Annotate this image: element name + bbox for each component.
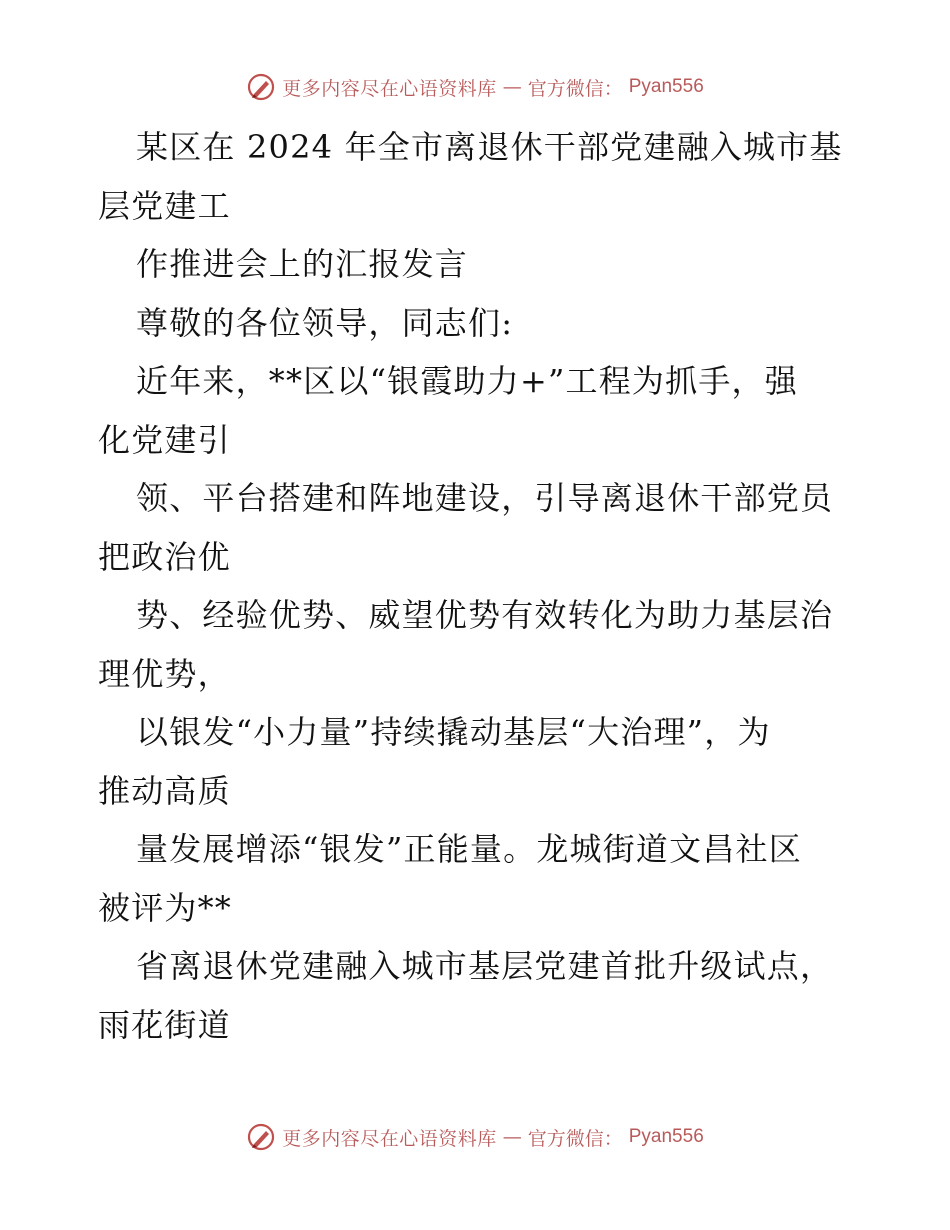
text-line: 领、平台搭建和阵地建设，引导离退休干部党员 (136, 479, 834, 517)
watermark-label: 官方微信： (527, 1127, 623, 1150)
watermark-brand-text: 更多内容尽在心语资料库 (282, 1127, 497, 1150)
text-line: 把政治优 (98, 537, 231, 576)
document-body (98, 118, 858, 1054)
pen-logo-icon (246, 1122, 276, 1152)
text-line: 近年来，**区以“银霞助力+”工程为抓手，强 (136, 362, 798, 400)
text-line: 雨花街道 (98, 1005, 231, 1044)
text-line: 某区在 2024 年全市离退休干部党建融入城市基 (136, 128, 843, 166)
text-line: 理优势， (98, 654, 231, 693)
text-line: 推动高质 (98, 771, 231, 810)
watermark-separator: — (502, 1126, 522, 1148)
text-line: 层党建工 (98, 186, 231, 225)
footer-watermark (0, 1122, 950, 1152)
watermark-brand-text: 更多内容尽在心语资料库 (282, 77, 497, 100)
header-watermark (0, 72, 950, 102)
text-line: 被评为** (98, 888, 233, 927)
text-line: 势、经验优势、威望优势有效转化为助力基层治 (136, 596, 834, 634)
text-line: 作推进会上的汇报发言 (136, 245, 469, 283)
watermark-wechat-id: Pyan556 (628, 1126, 704, 1147)
watermark-separator: — (502, 76, 522, 98)
text-line: 以银发“小力量”持续撬动基层“大治理”，为 (136, 713, 771, 751)
watermark-label: 官方微信： (527, 77, 623, 100)
text-line: 量发展增添“银发”正能量。龙城街道文昌社区 (136, 830, 802, 868)
watermark-wechat-id: Pyan556 (628, 76, 704, 97)
pen-logo-icon (246, 72, 276, 102)
text-line: 化党建引 (98, 420, 231, 459)
text-line: 省离退休党建融入城市基层党建首批升级试点， (136, 947, 834, 985)
text-line: 尊敬的各位领导，同志们: (136, 303, 514, 342)
